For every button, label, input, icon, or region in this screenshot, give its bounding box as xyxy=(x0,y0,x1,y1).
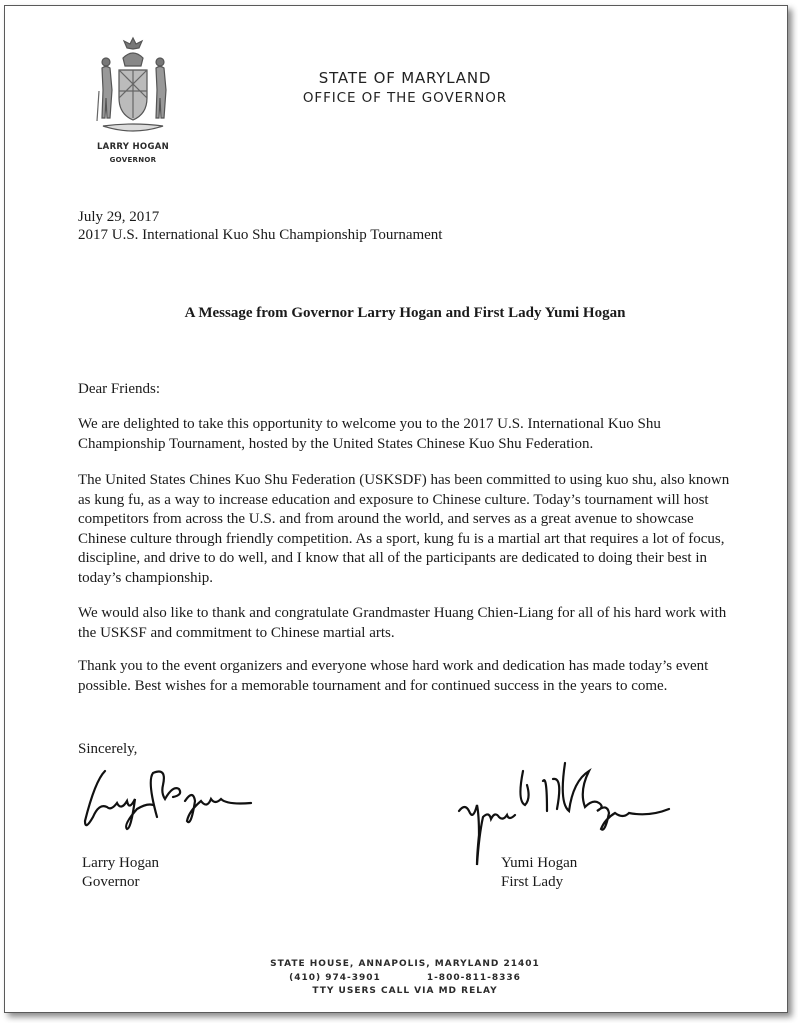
message-title: A Message from Governor Larry Hogan and First Lady Yumi Hogan xyxy=(184,305,626,321)
state-heading: STATE OF MARYLAND xyxy=(318,69,492,87)
footer-phones xyxy=(205,972,605,986)
paragraph-welcome: We are delighted to take this opportunity to welcome you to the 2017 U.S. International Kuo Shu Championship Tournament, hosted by the United States Chinese Kuo Shu Federation. xyxy=(78,416,661,452)
event-name: 2017 U.S. International Kuo Shu Championship Tournament xyxy=(78,227,443,243)
signatory-name: Yumi Hogan xyxy=(501,855,578,871)
footer-phone: (410) 974-3901 xyxy=(289,972,381,983)
governor-title: GOVERNOR xyxy=(109,156,157,164)
larry-hogan-signature-icon xyxy=(75,761,275,841)
footer-toll-free: 1-800-811-8336 xyxy=(426,972,521,983)
signatory-name: Larry Hogan xyxy=(82,855,160,871)
yumi-hogan-signature-icon xyxy=(453,761,713,876)
paragraph-closing-wishes: Thank you to the event organizers and everyone whose hard work and dedication has made today’s event possible. Best wishes for a memorable tournament and for continued success in the years to come. xyxy=(78,658,709,694)
footer-tty: TTY USERS CALL VIA MD RELAY xyxy=(312,986,498,996)
signatory-governor xyxy=(82,854,159,892)
greeting: Dear Friends: xyxy=(78,381,161,397)
signatory-title: First Lady xyxy=(501,874,564,890)
paragraph-thanks-grandmaster: We would also like to thank and congratulate Grandmaster Huang Chien-Liang for all of his hard work with the USKSF and commitment to Chinese martial arts. xyxy=(78,605,727,641)
maryland-state-seal-icon xyxy=(93,36,173,141)
office-heading: OFFICE OF THE GOVERNOR xyxy=(302,90,508,106)
signatory-title: Governor xyxy=(82,874,140,890)
closing: Sincerely, xyxy=(78,741,138,757)
signatory-first-lady xyxy=(501,854,577,892)
letter-date: July 29, 2017 xyxy=(78,209,160,225)
letterhead-footer xyxy=(205,958,605,999)
paragraph-federation: The United States Chines Kuo Shu Federation (USKSDF) has been committed to using kuo shu, also known as kung fu, as a way to increase education and exposure to Chinese culture. Today’s tournament will host competitors from across the U.S. and from around the world, and serves as a great avenue to showcase Chinese culture through friendly competition. As a sport, kung fu is a martial art that requires a lot of focus, discipline, and drive to do well, and I know that all of the participants are dedicated to doing their best in today’s championship. xyxy=(78,472,730,586)
letter-page xyxy=(4,5,788,1013)
footer-address: STATE HOUSE, ANNAPOLIS, MARYLAND 21401 xyxy=(270,959,540,969)
governor-name: LARRY HOGAN xyxy=(96,142,170,152)
